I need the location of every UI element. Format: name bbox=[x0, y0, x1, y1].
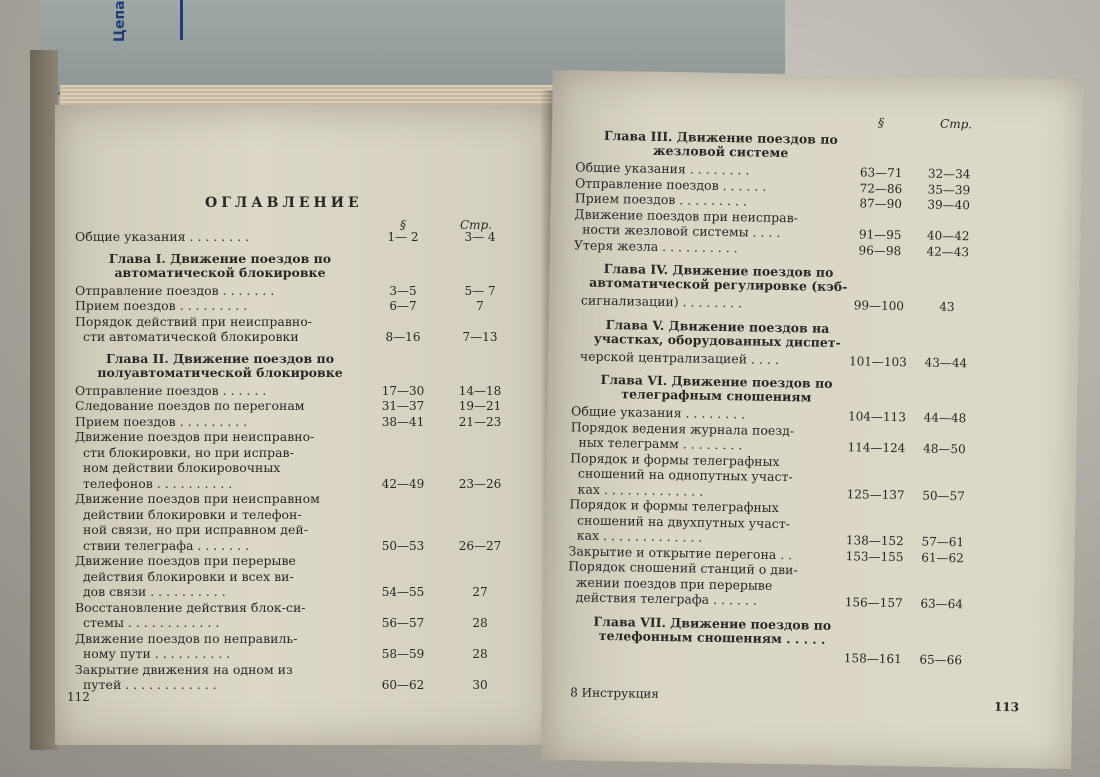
toc-entry-text: Движение поездов при неисправ- bbox=[574, 205, 799, 225]
toc-entry-section: 1— 2 bbox=[387, 230, 419, 244]
toc-entry-section: 60—62 bbox=[381, 678, 425, 692]
toc-entry-section: 114—124 bbox=[847, 440, 906, 456]
toc-entry-page: 28 bbox=[472, 616, 488, 630]
toc-entry-page: 50—57 bbox=[922, 488, 966, 503]
toc-entry-text: сношений на однопутных участ- bbox=[569, 465, 793, 485]
toc-entry-section: 99—100 bbox=[853, 298, 905, 314]
toc-entry-page: 57—61 bbox=[921, 534, 965, 550]
col-page-label: Стр. bbox=[939, 116, 973, 132]
toc-entry-text: ном действии блокировочных bbox=[75, 460, 281, 475]
toc-entry-text: ных телеграмм . . . . . . . . bbox=[570, 434, 743, 453]
toc-entry-page: 21—23 bbox=[458, 414, 502, 429]
toc-entry-page: 43—44 bbox=[924, 355, 968, 370]
toc-entry-page: 23—26 bbox=[458, 476, 502, 491]
toc-entry-text: путей . . . . . . . . . . . . bbox=[75, 677, 217, 692]
chapter-heading bbox=[573, 261, 863, 294]
col-section-label: § bbox=[878, 115, 885, 130]
toc-entry-text: ности жезловой системы . . . . bbox=[574, 221, 781, 240]
toc-entry-section: 87—90 bbox=[859, 196, 903, 212]
toc-entry-section: 156—157 bbox=[844, 595, 903, 611]
toc-entry-text: Закрытие и открытие перегона . . bbox=[568, 542, 793, 562]
toc-entry-section: 72—86 bbox=[859, 180, 903, 196]
toc-entry-page: 65—66 bbox=[919, 651, 963, 667]
toc-entry-section: 17—30 bbox=[381, 383, 425, 398]
chapter-heading bbox=[572, 317, 862, 350]
toc-entry-section: 138—152 bbox=[845, 533, 904, 549]
toc-entry-text: Движение поездов при неисправно- bbox=[75, 429, 315, 444]
chapter-subtitle: автоматической блокировке bbox=[114, 264, 326, 280]
toc-entry-section: 63—71 bbox=[859, 165, 903, 181]
toc-entry-text: Прием поездов . . . . . . . . . bbox=[574, 190, 748, 209]
toc-entry-page: 19—21 bbox=[458, 399, 502, 413]
toc-entry-section: 8—16 bbox=[385, 330, 421, 344]
toc-entry-text: жении поездов при перерыве bbox=[567, 573, 773, 593]
toc-entry-section: 125—137 bbox=[846, 486, 905, 502]
toc-entry-text: Утеря жезла . . . . . . . . . . bbox=[573, 236, 738, 255]
toc-entry-section: 153—155 bbox=[845, 548, 904, 564]
toc-entry-text: сигнализации) . . . . . . . . bbox=[572, 292, 743, 311]
chapter-title: Глава I. Движение поездов по bbox=[108, 250, 332, 266]
toc-entry-section: 104—113 bbox=[847, 409, 907, 425]
toc-entry-text: Движение поездов при перерыве bbox=[75, 553, 296, 568]
chapter-heading bbox=[75, 352, 365, 380]
toc-entry-text: действии блокировки и телефон- bbox=[75, 506, 302, 522]
toc-entry-page: 28 bbox=[472, 647, 488, 661]
toc-entry-section: 42—49 bbox=[381, 476, 425, 491]
toc-entry-text: Порядок и формы телеграфных bbox=[569, 496, 779, 516]
toc-entry-page: 32—34 bbox=[927, 166, 971, 182]
col-page-label: Стр. bbox=[460, 218, 493, 232]
toc-entry-page: 39—40 bbox=[927, 197, 971, 213]
toc-entry-text: Порядок сношений станций о дви- bbox=[568, 558, 798, 578]
cover-stripe bbox=[180, 0, 183, 40]
toc-entry-text: Порядок действий при неисправно- bbox=[75, 313, 312, 329]
chapter-title: Глава II. Движение поездов по bbox=[105, 350, 335, 366]
chapter-heading bbox=[575, 128, 865, 161]
right-page bbox=[541, 70, 1083, 769]
toc-entry-page: 42—43 bbox=[926, 244, 970, 259]
col-section-label: § bbox=[400, 218, 406, 232]
chapter-title: Глава V. Движение поездов на bbox=[605, 316, 830, 336]
toc-entry-text: действия блокировки и всех ви- bbox=[75, 568, 294, 584]
toc-entry-text: Прием поездов . . . . . . . . . bbox=[75, 413, 248, 429]
toc-entry-text: ному пути . . . . . . . . . . bbox=[75, 646, 231, 661]
toc-entry-page: 5— 7 bbox=[464, 283, 496, 298]
toc-entry-page: 30 bbox=[472, 678, 488, 692]
toc-entry-section: 158—161 bbox=[843, 650, 902, 666]
toc-entry-text: сти блокировки, но при исправ- bbox=[75, 444, 294, 460]
toc-entry-page: 14—18 bbox=[458, 383, 502, 398]
toc-entry-section: 38—41 bbox=[381, 414, 425, 429]
toc-entry-text: Общие указания . . . . . . . . bbox=[575, 159, 750, 178]
toc-entry-page: 43 bbox=[939, 299, 955, 315]
toc-entry-text: ках . . . . . . . . . . . . . bbox=[568, 527, 703, 545]
left-page bbox=[55, 105, 555, 745]
toc-entry-page: 7 bbox=[476, 299, 484, 313]
chapter-title: Глава VII. Движение поездов по bbox=[593, 613, 832, 633]
page-number: 112 bbox=[67, 690, 90, 704]
toc-entry-text: ках . . . . . . . . . . . . . bbox=[569, 480, 704, 499]
toc-entry-page: 35—39 bbox=[927, 182, 971, 197]
chapter-subtitle: участках, оборудованных диспет- bbox=[593, 330, 841, 350]
chapter-subtitle: телеграфным сношениям bbox=[621, 386, 812, 405]
toc-entry-section: 101—103 bbox=[848, 353, 907, 369]
toc-entry-page: 26—27 bbox=[458, 538, 502, 553]
chapter-heading bbox=[571, 372, 861, 405]
toc-entry-text: Порядок и формы телеграфных bbox=[570, 449, 780, 469]
toc-entry-page: 44—48 bbox=[923, 410, 967, 426]
toc-entry-text: Отправление поездов . . . . . . bbox=[75, 382, 267, 398]
toc-entry-text: ствии телеграфа . . . . . . . bbox=[75, 537, 250, 553]
toc-entry-text: Движение поездов при неисправном bbox=[75, 491, 320, 506]
toc-entry-section: 50—53 bbox=[381, 538, 425, 553]
toc-entry-page: 3— 4 bbox=[464, 230, 496, 244]
chapter-subtitle: жезловой системе bbox=[652, 142, 789, 161]
toc-entry-text: сти автоматической блокировки bbox=[75, 329, 299, 344]
toc-entry-page: 27 bbox=[472, 585, 488, 599]
book-spine bbox=[30, 50, 58, 750]
chapter-heading bbox=[567, 614, 857, 647]
toc-entry-section: 91—95 bbox=[858, 227, 902, 243]
toc-entry-section: 3—5 bbox=[389, 283, 417, 298]
toc-entry-text: действия телеграфа . . . . . . bbox=[567, 589, 758, 608]
toc-entry-text: Прием поездов . . . . . . . . . bbox=[75, 298, 248, 313]
cover-title: Цепа bbox=[112, 0, 128, 42]
toc-entry-section: 54—55 bbox=[381, 585, 425, 599]
toc-entry-page: 61—62 bbox=[921, 550, 964, 565]
toc-entry-text: ной связи, но при исправном дей- bbox=[75, 522, 308, 537]
toc-entry-text: Отправление поездов . . . . . . . bbox=[75, 282, 275, 298]
chapter-title: Глава III. Движение поездов по bbox=[603, 127, 838, 147]
chapter-title: Глава VI. Движение поездов по bbox=[600, 371, 833, 391]
toc-entry-text: Порядок ведения журнала поезд- bbox=[570, 418, 795, 438]
toc-entry-text: дов связи . . . . . . . . . . bbox=[75, 584, 226, 599]
toc-entry-page: 48—50 bbox=[923, 441, 966, 457]
footer-note: 8 Инструкция bbox=[570, 685, 660, 701]
toc-entry-section: 56—57 bbox=[381, 616, 425, 630]
chapter-subtitle: полуавтоматической блокировке bbox=[97, 364, 343, 380]
chapter-subtitle: автоматической регулировке (кэб- bbox=[589, 274, 848, 295]
toc-entry-section: 58—59 bbox=[381, 647, 425, 661]
toc-entry-page: 7—13 bbox=[462, 330, 498, 344]
toc-entry-text: Общие указания . . . . . . . . bbox=[75, 229, 250, 244]
toc-entry-text: Восстановление действия блок-си- bbox=[75, 599, 306, 615]
chapter-title: Глава IV. Движение поездов по bbox=[603, 260, 834, 280]
toc-entry-section: 6—7 bbox=[389, 299, 417, 313]
toc-entry-text: черской централизацией . . . . bbox=[571, 347, 779, 367]
chapter-subtitle: телефонным сношениям . . . . . bbox=[598, 627, 826, 647]
toc-entry-text: сношений на двухпутных участ- bbox=[569, 511, 791, 531]
toc-entry-text: Следование поездов по перегонам bbox=[75, 398, 305, 413]
toc-entry-text: Общие указания . . . . . . . . bbox=[570, 403, 746, 422]
page-number: 113 bbox=[993, 699, 1020, 715]
toc-entry-page: 63—64 bbox=[920, 596, 964, 612]
chapter-heading bbox=[75, 252, 365, 280]
toc-heading: ОГЛАВЛЕНИЕ bbox=[205, 195, 363, 211]
toc-entry-page: 40—42 bbox=[926, 228, 970, 244]
toc-entry-text: Движение поездов по неправиль- bbox=[75, 630, 298, 646]
toc-entry-text: стемы . . . . . . . . . . . . bbox=[75, 615, 220, 630]
toc-entry-section: 31—37 bbox=[381, 399, 425, 413]
toc-entry-text: Отправление поездов . . . . . . bbox=[574, 174, 767, 194]
toc-entry-text: Закрытие движения на одном из bbox=[75, 661, 293, 677]
toc-entry-text: телефонов . . . . . . . . . . bbox=[75, 475, 233, 491]
toc-entry-section: 96—98 bbox=[858, 242, 902, 258]
